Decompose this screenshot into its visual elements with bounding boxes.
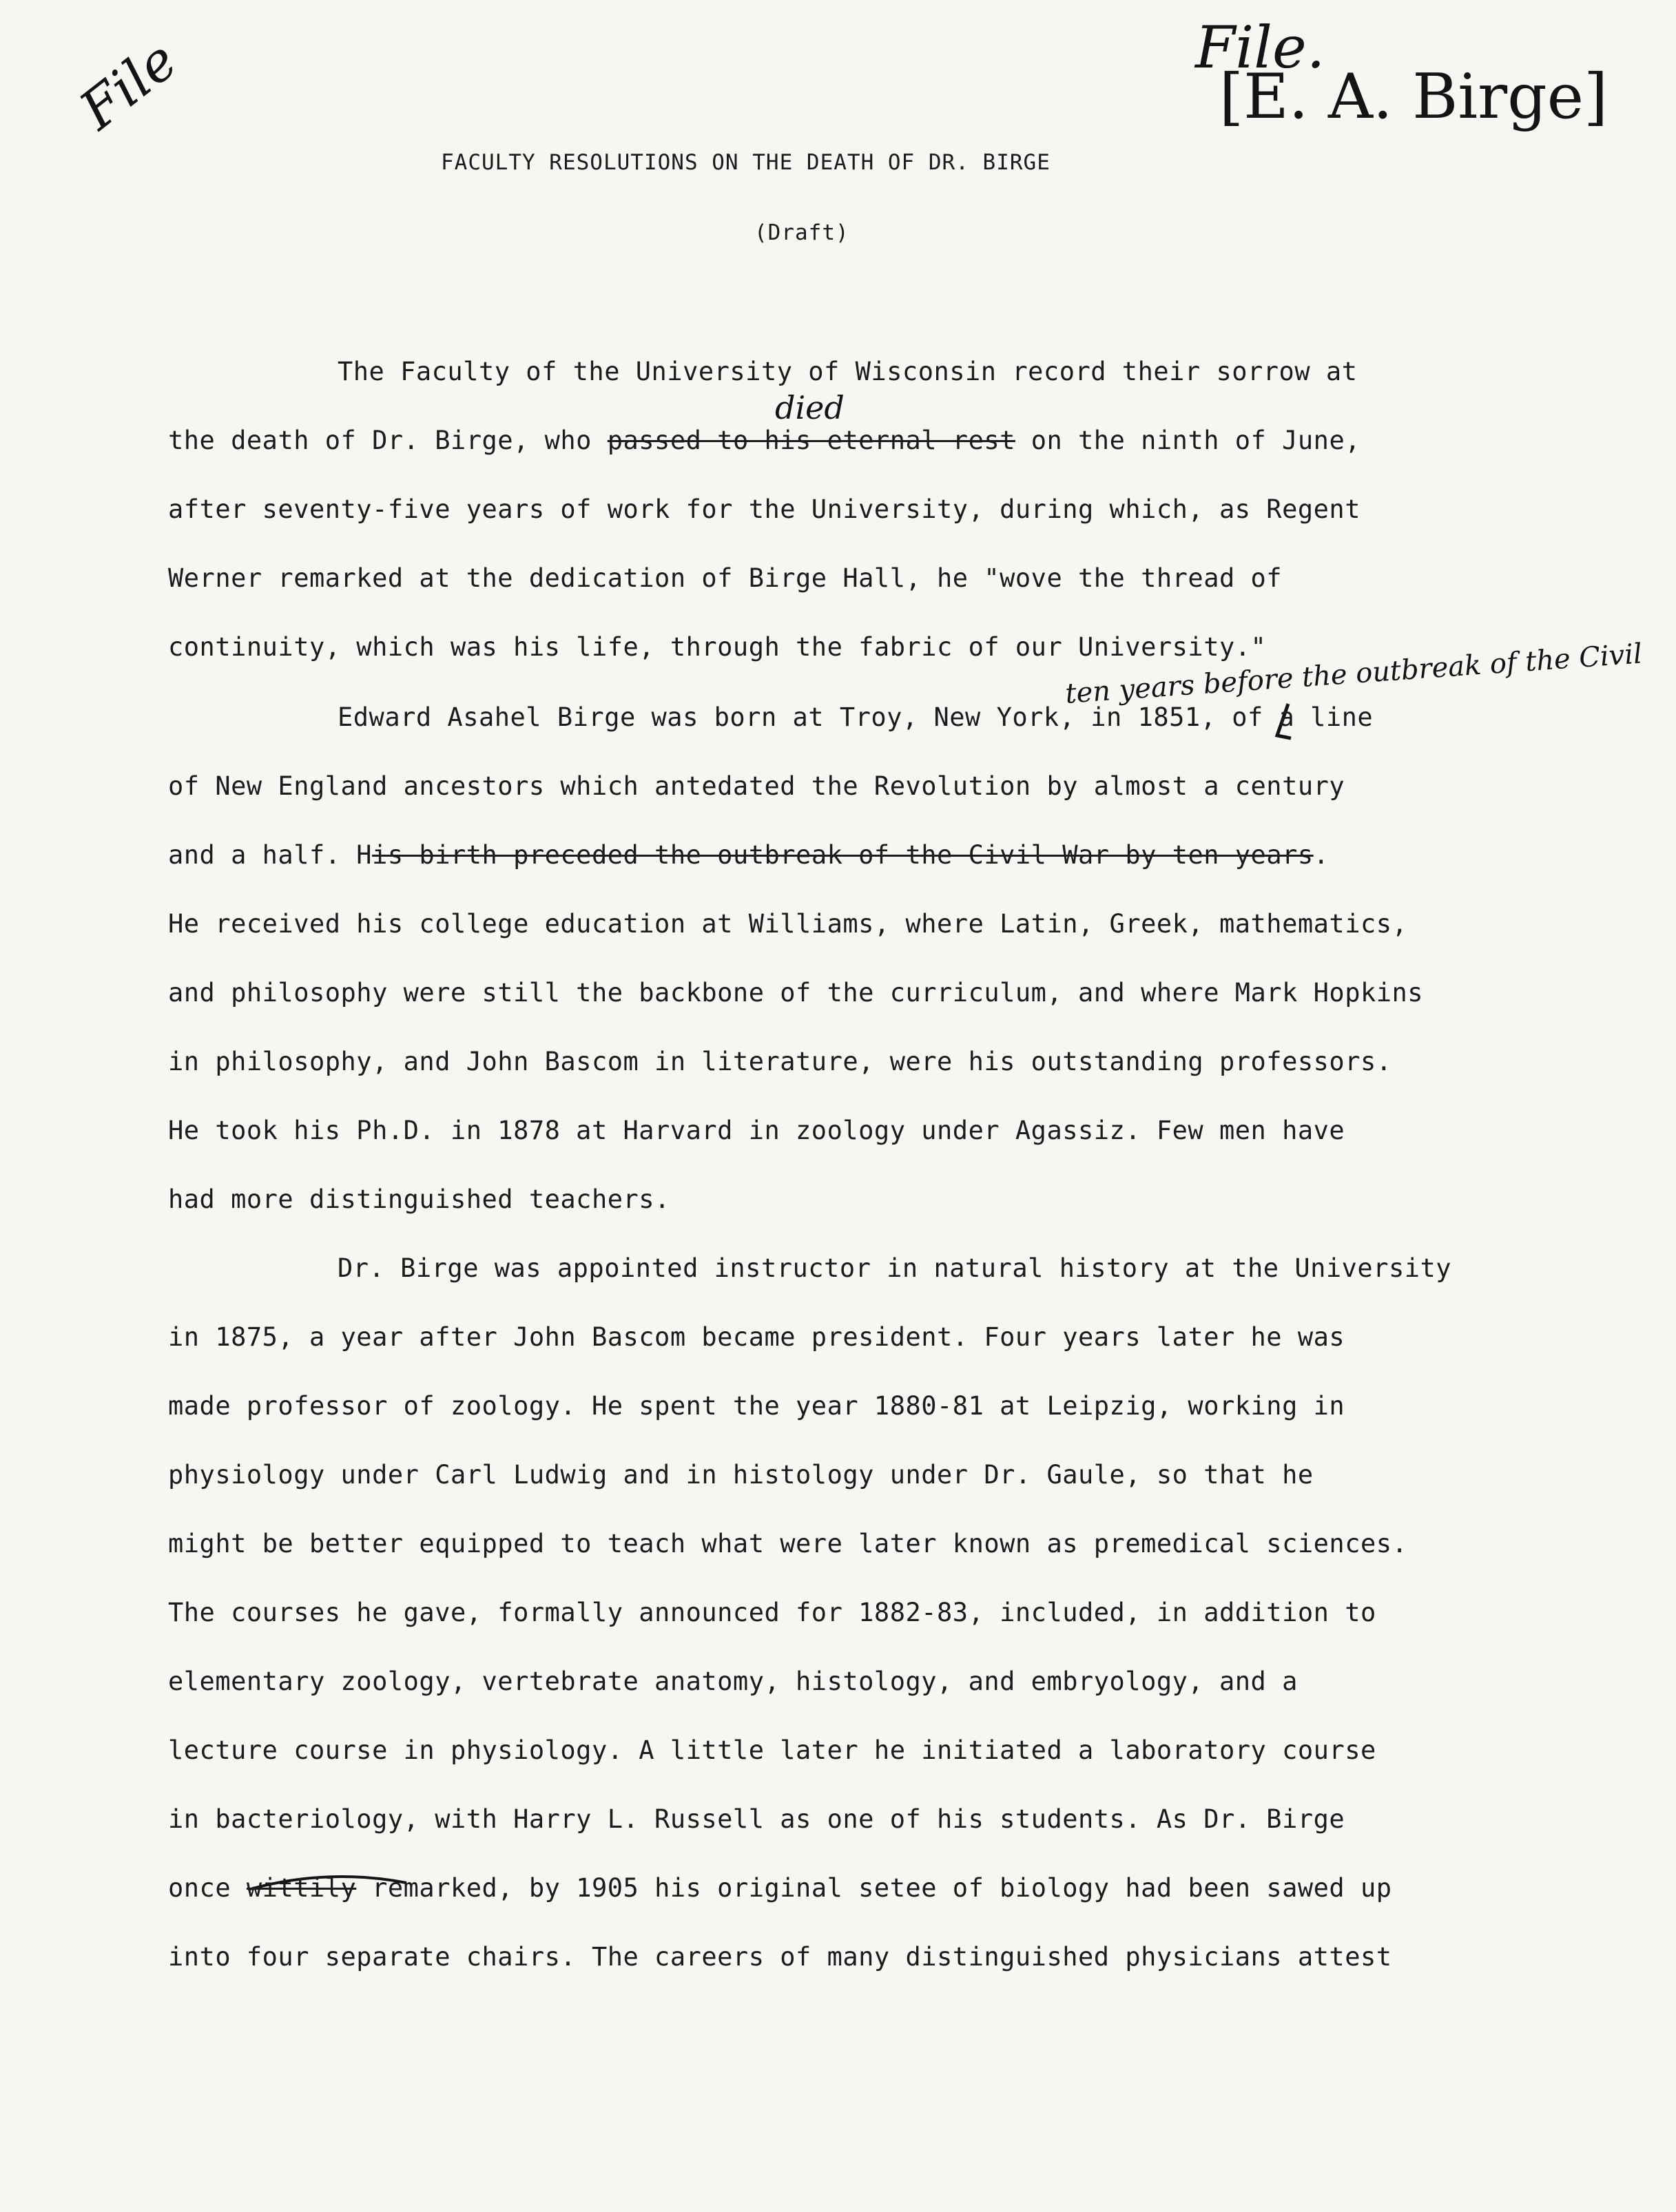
- text-line: after seventy-five years of work for the University, during which, as Regent: [168, 494, 1361, 524]
- handwritten-inserted-ten-years: ten years before the outbreak of the Civil: [1064, 638, 1644, 710]
- text-line: elementary zoology, vertebrate anatomy, histology, and embryology, and a: [168, 1667, 1298, 1696]
- document-subtitle: (Draft): [754, 220, 849, 245]
- text-line: made professor of zoology. He spent the year 1880-81 at Leipzig, working in: [168, 1391, 1345, 1421]
- text-line: had more distinguished teachers.: [168, 1185, 670, 1214]
- text-line: into four separate chairs. The careers of many distinguished physicians attest: [168, 1942, 1392, 1972]
- text-line: He received his college education at Williams, where Latin, Greek, mathematics,: [168, 909, 1408, 939]
- text-line: and a half. His birth preceded the outbreak of the Civil War by ten years.: [168, 840, 1330, 870]
- handwritten-file-note-right: File.: [1195, 14, 1325, 81]
- text-line: the death of Dr. Birge, who passed to his eternal rest on the ninth of June,: [168, 426, 1361, 455]
- handwritten-inserted-died: died: [775, 389, 845, 426]
- text-line: Edward Asahel Birge was born at Troy, New York, in 1851, of a line: [338, 702, 1374, 732]
- text-line: in bacteriology, with Harry L. Russell as one of his students. As Dr. Birge: [168, 1804, 1345, 1834]
- handwritten-file-note-left: File: [69, 29, 189, 142]
- text-line: lecture course in physiology. A little later he initiated a laboratory course: [168, 1735, 1376, 1765]
- text-line: He took his Ph.D. in 1878 at Harvard in zoology under Agassiz. Few men have: [168, 1116, 1345, 1145]
- text-line: of New England ancestors which antedated the Revolution by almost a century: [168, 771, 1345, 801]
- text-line: might be better equipped to teach what were later known as premedical sciences.: [168, 1529, 1408, 1558]
- text-line: in 1875, a year after John Bascom became president. Four years later he was: [168, 1322, 1345, 1352]
- text-line: Dr. Birge was appointed instructor in natural history at the University: [338, 1253, 1452, 1283]
- text-line: and philosophy were still the backbone of the curriculum, and where Mark Hopkins: [168, 978, 1424, 1008]
- struck-text: passed to his eternal rest: [607, 426, 1015, 455]
- text-line: physiology under Carl Ludwig and in histology under Dr. Gaule, so that he: [168, 1460, 1314, 1490]
- document-title: FACULTY RESOLUTIONS ON THE DEATH OF DR. BIRGE: [441, 150, 1051, 175]
- struck-text: is birth preceded the outbreak of the Civil War by ten years: [372, 840, 1314, 870]
- text-line: The Faculty of the University of Wisconsin record their sorrow at: [338, 357, 1358, 386]
- text-line: continuity, which was his life, through the fabric of our University.": [168, 632, 1267, 662]
- text-line: Werner remarked at the dedication of Birge Hall, he "wove the thread of: [168, 563, 1283, 593]
- text-line: The courses he gave, formally announced for 1882-83, included, in addition to: [168, 1598, 1376, 1627]
- handwritten-file-note-name: [E. A. Birge]: [1219, 61, 1608, 133]
- text-line: in philosophy, and John Bascom in literature, were his outstanding professors.: [168, 1047, 1392, 1076]
- struck-text: wittily: [246, 1873, 357, 1903]
- text-line: once wittily remarked, by 1905 his original setee of biology had been sawed up: [168, 1873, 1392, 1903]
